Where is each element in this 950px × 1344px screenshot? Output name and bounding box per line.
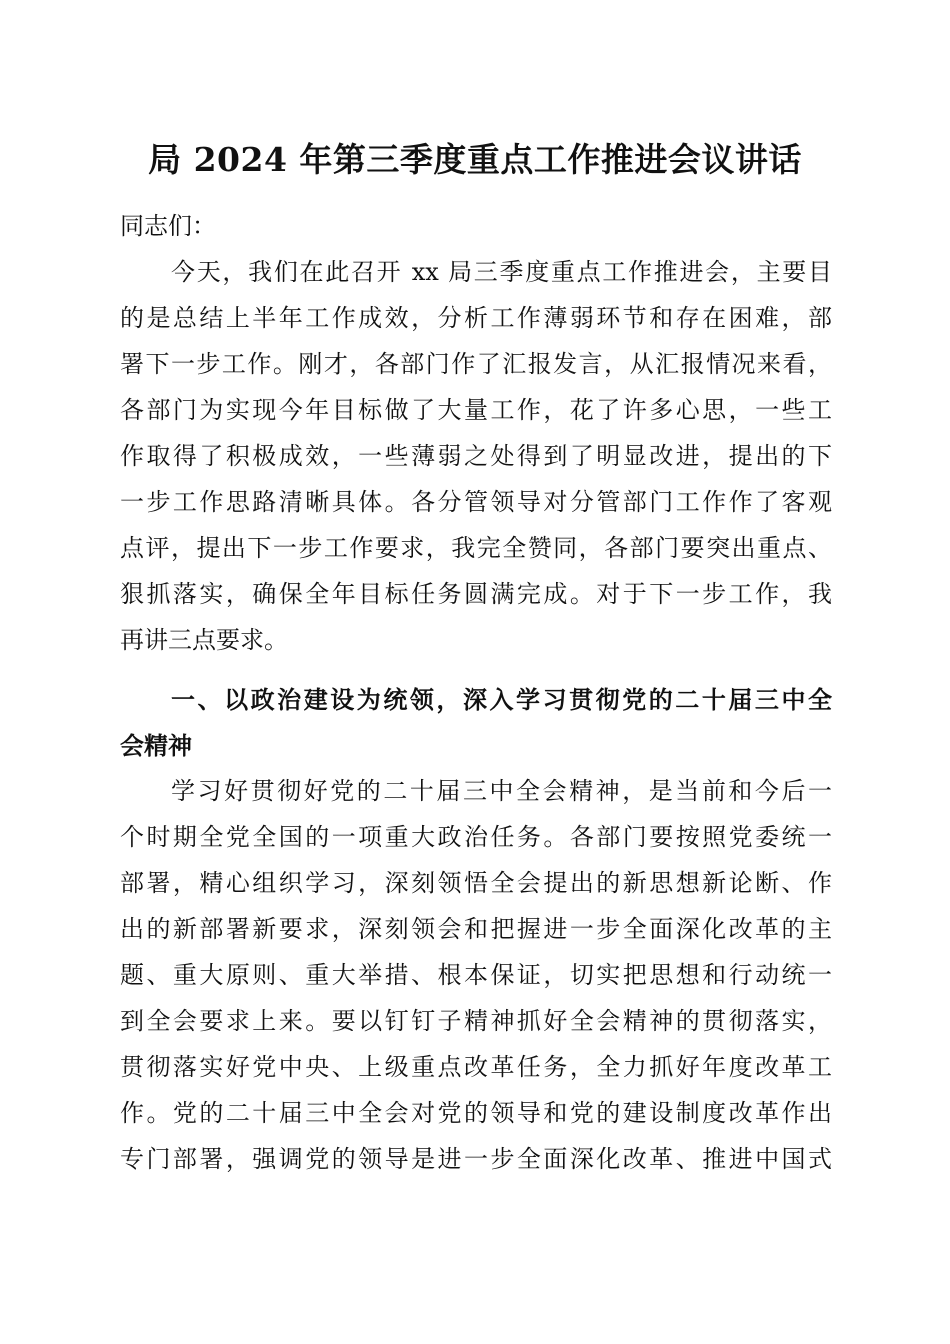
salutation: 同志们： — [120, 212, 216, 240]
section-heading: 会精神 — [120, 732, 192, 760]
paragraph-line: 的是总结上半年工作成效，分析工作薄弱环节和存在困难，部 — [120, 304, 832, 332]
paragraph-line: 题、重大原则、重大举措、根本保证，切实把思想和行动统一 — [120, 961, 832, 989]
section-heading: 一、以政治建设为统领，深入学习贯彻党的二十届三中全 — [171, 686, 832, 714]
paragraph-line: 狠抓落实，确保全年目标任务圆满完成。对于下一步工作，我 — [120, 580, 832, 608]
paragraph-line: 点评，提出下一步工作要求，我完全赞同，各部门要突出重点、 — [120, 534, 832, 562]
document-title: 局 2024 年第三季度重点工作推进会议讲话 — [148, 140, 802, 179]
paragraph-line: 部署，精心组织学习，深刻领悟全会提出的新思想新论断、作 — [120, 869, 832, 897]
paragraph-line: 学习好贯彻好党的二十届三中全会精神，是当前和今后一 — [171, 777, 832, 805]
paragraph-line: 今天，我们在此召开 xx 局三季度重点工作推进会，主要目 — [171, 258, 832, 286]
paragraph-line: 作取得了积极成效，一些薄弱之处得到了明显改进，提出的下 — [120, 442, 832, 470]
paragraph-line: 出的新部署新要求，深刻领会和把握进一步全面深化改革的主 — [120, 915, 832, 943]
paragraph-line: 再讲三点要求。 — [120, 626, 288, 654]
paragraph-line: 个时期全党全国的一项重大政治任务。各部门要按照党委统一 — [120, 823, 832, 851]
paragraph-line: 贯彻落实好党中央、上级重点改革任务，全力抓好年度改革工 — [120, 1053, 832, 1081]
paragraph-line: 作。党的二十届三中全会对党的领导和党的建设制度改革作出 — [120, 1099, 832, 1127]
paragraph-line: 到全会要求上来。要以钉钉子精神抓好全会精神的贯彻落实， — [120, 1007, 832, 1035]
paragraph-line: 署下一步工作。刚才，各部门作了汇报发言，从汇报情况来看， — [120, 350, 832, 378]
paragraph-line: 专门部署，强调党的领导是进一步全面深化改革、推进中国式 — [120, 1145, 832, 1173]
paragraph-line: 一步工作思路清晰具体。各分管领导对分管部门工作作了客观 — [120, 488, 832, 516]
paragraph-line: 各部门为实现今年目标做了大量工作，花了许多心思，一些工 — [120, 396, 832, 424]
